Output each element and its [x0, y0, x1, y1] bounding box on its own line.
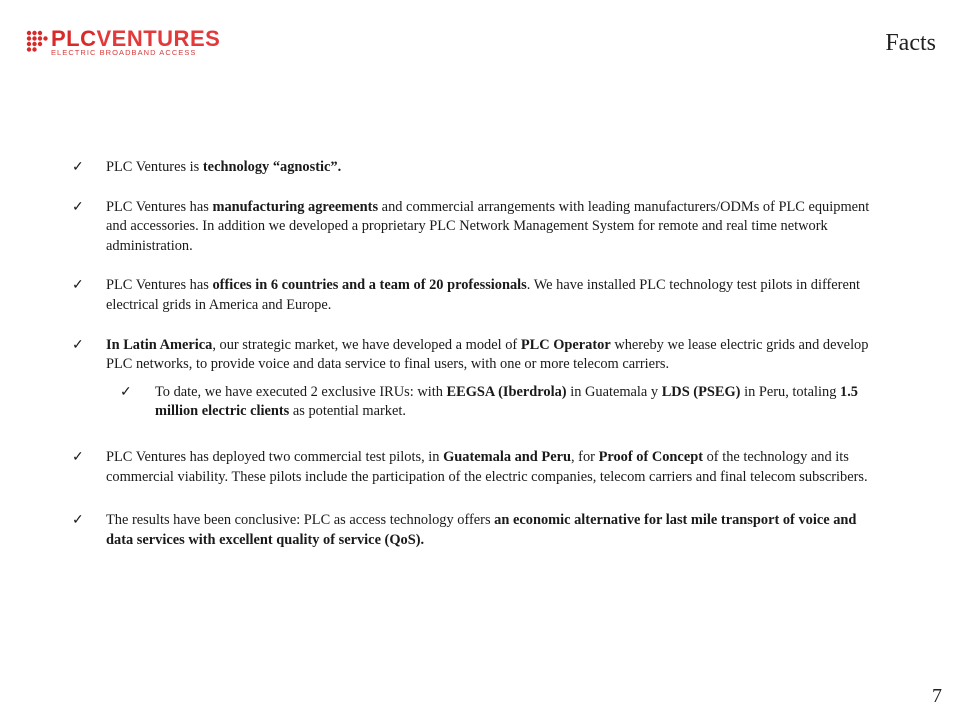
checkmark-icon: ✓: [120, 384, 132, 400]
bullet-bold-text: an economic alternative for last mile transport of voice and data services with excellent quality of service (QoS).: [106, 512, 857, 548]
bullet-text: in Peru, totaling: [740, 383, 840, 400]
bullet-item-results: [70, 511, 870, 550]
checkmark-icon: ✓: [72, 278, 84, 294]
bullet-bold-text: Guatemala and Peru: [443, 448, 571, 465]
logo-brand-part2: VENTURES: [96, 26, 221, 51]
bullet-text: PLC Ventures has deployed two commercial test pilots, in: [106, 448, 444, 465]
bullet-item-offices: [70, 276, 870, 315]
slide-title: Facts: [885, 30, 936, 56]
bullet-text: in Guatemala y: [566, 383, 662, 400]
bullet-item-manufacturing: [70, 198, 870, 257]
checkmark-icon: ✓: [72, 513, 84, 529]
logo-tagline: ELECTRIC BROADBAND ACCESS: [51, 48, 197, 57]
bullet-item-latin-america: [70, 336, 870, 375]
bullet-text: . We have installed PLC technology test pilots in different electrical grids in America and Europe.: [106, 277, 861, 313]
bullet-text: whereby we lease electric grids and develop PLC networks, to provide voice and data service to final users, with one or more telecom carriers.: [106, 336, 869, 373]
page-number: 7: [932, 685, 942, 707]
bullet-bold-text: In Latin America: [106, 336, 213, 353]
plc-ventures-logo: [26, 26, 256, 60]
bullet-bold-text: 1.5 million electric clients: [155, 383, 858, 420]
bullet-text: PLC Ventures has: [106, 198, 213, 215]
checkmark-icon: ✓: [72, 449, 84, 465]
checkmark-icon: ✓: [72, 337, 84, 353]
bullet-bold-text: Proof of Concept: [598, 448, 704, 465]
bullet-list: [70, 158, 870, 570]
bullet-text: PLC Ventures is: [106, 159, 203, 175]
bullet-item-agnostic: [70, 158, 870, 178]
bullet-text: of the technology and its commercial viability. These pilots include the participation of the electric companies, telecom carriers and final telecom subscribers.: [106, 448, 868, 485]
logo-brand-part1: PLC: [51, 26, 97, 51]
bullet-bold-text: manufacturing agreements: [212, 198, 379, 215]
bullet-text: The results have been conclusive: PLC as access technology offers: [106, 512, 495, 529]
bullet-text: , for: [570, 448, 599, 465]
bullet-item-test-pilots: [70, 448, 870, 487]
logo-dots-icon: [26, 30, 48, 52]
bullet-text: as potential market.: [289, 403, 406, 420]
bullet-bold-text: technology “agnostic”.: [202, 159, 342, 175]
bullet-bold-text: offices in 6 countries and a team of 20 professionals: [212, 277, 527, 294]
checkmark-icon: ✓: [72, 199, 84, 215]
bullet-text: To date, we have executed 2 exclusive IRUs: with: [155, 383, 447, 400]
bullet-bold-text: EEGSA (Iberdrola): [446, 383, 567, 400]
bullet-bold-text: PLC Operator: [520, 336, 611, 353]
sub-bullet-item-irus: [70, 383, 870, 422]
bullet-text: , our strategic market, we have developed a model of: [212, 336, 521, 353]
bullet-bold-text: LDS (PSEG): [661, 383, 741, 400]
bullet-text: and commercial arrangements with leading manufacturers/ODMs of PLC equipment and accessories. In addition we developed a proprietary PLC Network Management System for remote and real time network administration.: [106, 198, 870, 254]
checkmark-icon: ✓: [72, 160, 84, 175]
bullet-text: PLC Ventures has: [106, 277, 213, 294]
